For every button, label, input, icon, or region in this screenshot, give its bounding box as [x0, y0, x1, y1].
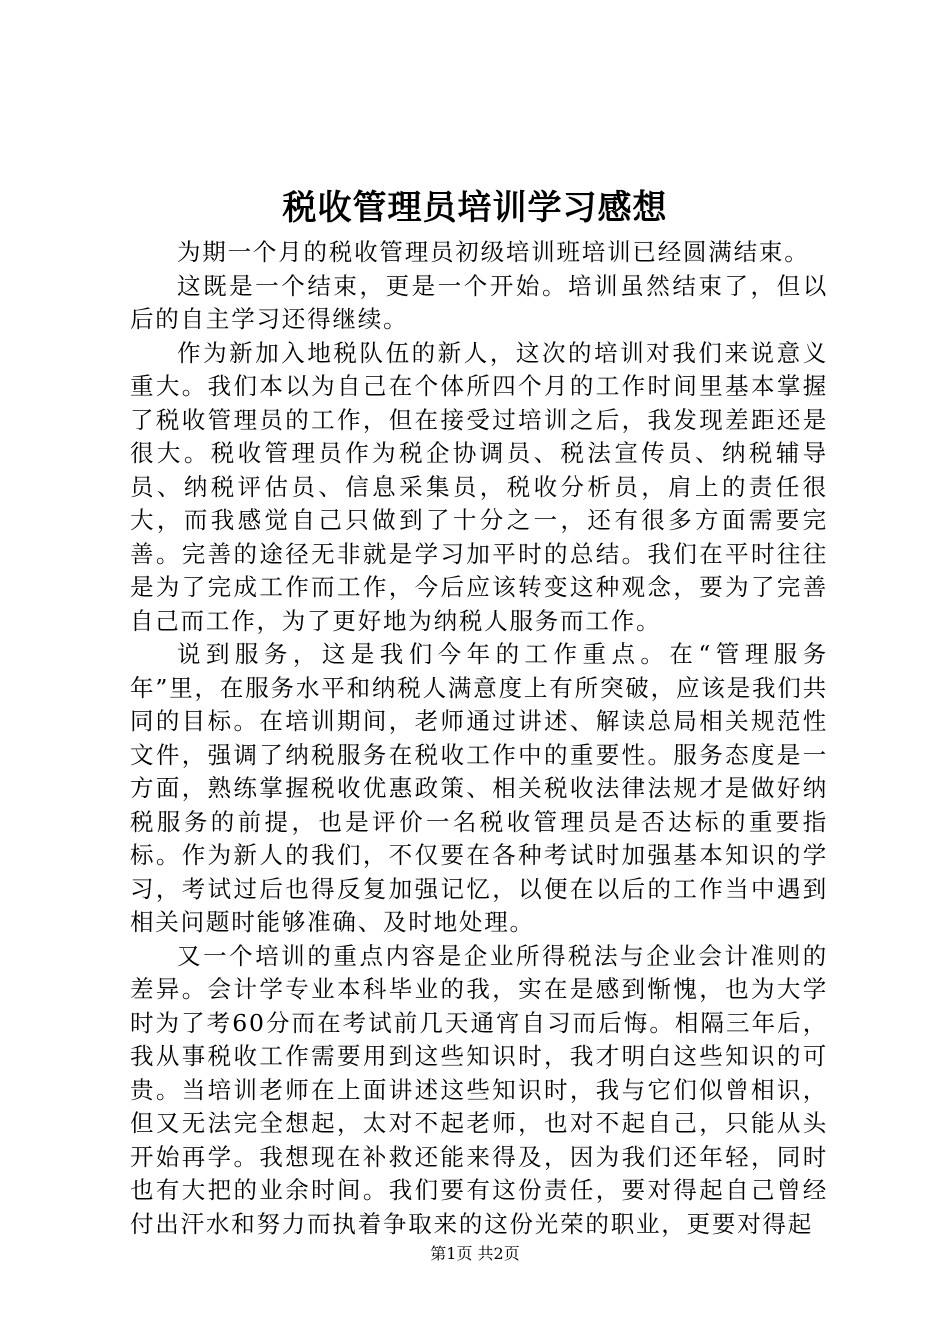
paragraph-4: 说到服务，这是我们今年的工作重点。在“管理服务年”里，在服务水平和纳税人满意度上有所突破，应该是我们共同的目标。在培训期间，老师通过讲述、解读总局相关规范性文件，强调了纳税服务在税收工作中的重要性。服务态度是一方面，熟练掌握税收优惠政策、相关税收法律法规才是做好纳税服务的前提，也是评价一名税收管理员是否达标的重要指标。作为新人的我们，不仅要在各种考试时加强基本知识的学习，考试过后也得反复加强记忆，以便在以后的工作当中遇到相关问题时能够准确、及时地处理。: [130, 640, 828, 936]
paragraph-2: 这既是一个结束，更是一个开始。培训虽然结束了，但以后的自主学习还得继续。: [130, 271, 828, 333]
paragraph-5: 又一个培训的重点内容是企业所得税法与企业会计准则的差异。会计学专业本科毕业的我，实在是感到惭愧，也为大学时为了考60分而在考试前几天通宵自习而后悔。相隔三年后，我从事税收工作需要用到这些知识时，我才明白这些知识的可贵。当培训老师在上面讲述这些知识时，我与它们似曾相识，但又无法完全想起，太对不起老师，也对不起自己，只能从头开始再学。我想现在补救还能来得及，因为我们还年轻，同时也有大把的业余时间。我们要有这份责任，要对得起自己曾经付出汗水和努力而执着争取来的这份光荣的职业，更要对得起: [130, 941, 828, 1238]
document-body: [130, 236, 828, 1241]
document-title: 税收管理员培训学习感想: [282, 188, 668, 228]
page-number-footer: 第1页 共2页: [430, 1244, 520, 1263]
paragraph-1: 为期一个月的税收管理员初级培训班培训已经圆满结束。: [177, 238, 810, 266]
paragraph-3: 作为新加入地税队伍的新人，这次的培训对我们来说意义重大。我们本以为自己在个体所四个月的工作时间里基本掌握了税收管理员的工作，但在接受过培训之后，我发现差距还是很大。税收管理员作为税企协调员、税法宣传员、纳税辅导员、纳税评估员、信息采集员，税收分析员，肩上的责任很大，而我感觉自己只做到了十分之一，还有很多方面需要完善。完善的途径无非就是学习加平时的总结。我们在平时往往是为了完成工作而工作，今后应该转变这种观念，要为了完善自己而工作，为了更好地为纳税人服务而工作。: [130, 338, 828, 635]
